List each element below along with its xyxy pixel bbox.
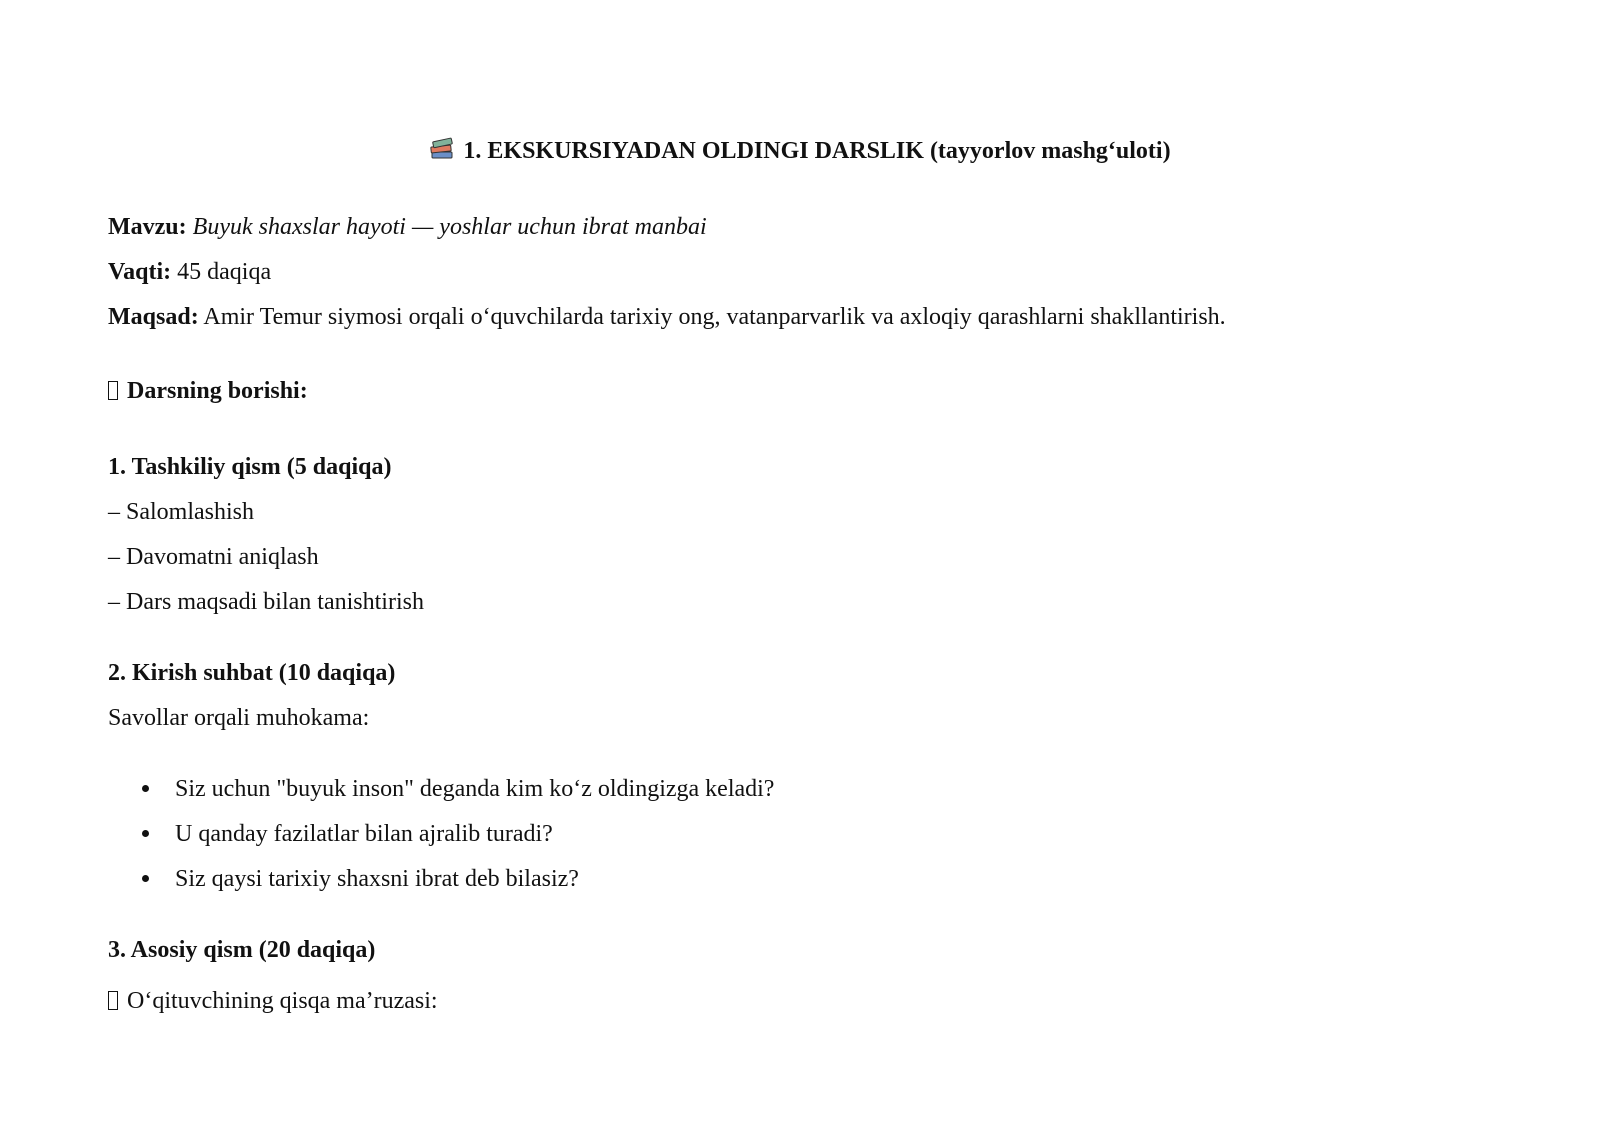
question-item [142, 864, 579, 894]
borishi-heading-text: Darsning borishi: [127, 378, 308, 404]
list-item: – Salomlashish [108, 499, 255, 525]
vaqti-line [108, 257, 271, 287]
question-item [142, 819, 553, 849]
bullet-icon [142, 830, 149, 837]
missing-glyph-icon [108, 381, 118, 400]
maqsad-line [108, 302, 1226, 332]
maqsad-value: Amir Temur siymosi orqali o‘quvchilarda tarixiy ong, vatanparvarlik va axloqiy qarashlarni shakllantirish. [203, 304, 1226, 330]
vaqti-value: 45 daqiqa [177, 259, 272, 285]
question-text: Siz uchun "buyuk inson" deganda kim ko‘z oldingizga keladi? [175, 776, 775, 802]
maqsad-label: Maqsad: [108, 304, 199, 330]
missing-glyph-icon [108, 991, 118, 1010]
document-title [0, 136, 1600, 166]
mavzu-line [108, 212, 707, 242]
lecture-line [108, 986, 438, 1016]
bullet-icon [142, 785, 149, 792]
mavzu-label: Mavzu: [108, 214, 187, 240]
mavzu-value: Buyuk shaxslar hayoti — yoshlar uchun ibrat manbai [192, 214, 707, 240]
section2-intro: Savollar orqali muhokama: [108, 705, 370, 731]
section1-heading: 1. Tashkiliy qism (5 daqiqa) [108, 454, 392, 480]
books-icon [429, 137, 455, 161]
vaqti-label: Vaqti: [108, 259, 172, 285]
bullet-icon [142, 875, 149, 882]
list-item: – Dars maqsadi bilan tanishtirish [108, 589, 424, 615]
lecture-label: O‘qituvchining qisqa ma’ruzasi: [127, 988, 438, 1014]
section3-heading: 3. Asosiy qism (20 daqiqa) [108, 937, 376, 963]
borishi-heading [108, 376, 308, 406]
list-item: – Davomatni aniqlash [108, 544, 319, 570]
question-text: U qanday fazilatlar bilan ajralib turadi? [175, 821, 553, 847]
question-text: Siz qaysi tarixiy shaxsni ibrat deb bilasiz? [175, 866, 579, 892]
question-item [142, 774, 774, 804]
document-title-text: 1. EKSKURSIYADAN OLDINGI DARSLIK (tayyorlov mashg‘uloti) [463, 138, 1171, 164]
section2-heading: 2. Kirish suhbat (10 daqiqa) [108, 660, 396, 686]
